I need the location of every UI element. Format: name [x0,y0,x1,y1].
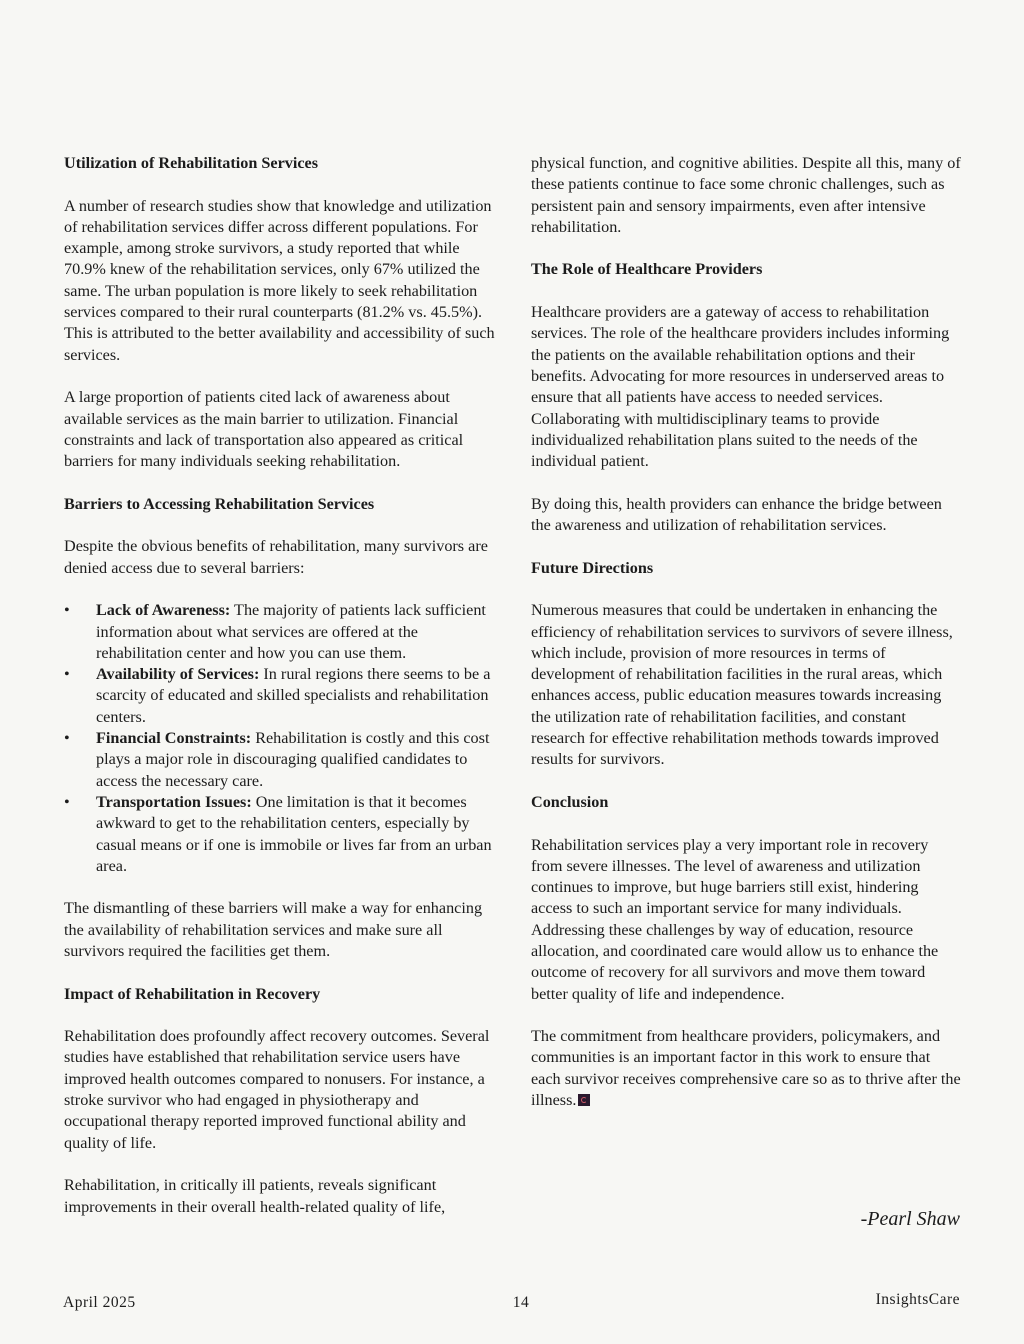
paragraph-text: The commitment from healthcare providers, policymakers, and communities is an important factor in this work to ensure that each survivor receives comprehensive care so as to thrive after the illness. [531,1027,961,1110]
list-item-title: Transportation Issues: [96,792,252,811]
paragraph: Rehabilitation, in critically ill patients, reveals significant improvements in their overall health-related quality of life, [64,1176,446,1216]
list-item-text: One limitation is that it becomes awkward to get to the rehabilitation centers, especially by casual means or if one is immobile or lives far from an urban area. [96,792,492,875]
section-heading-conclusion: Conclusion [531,792,609,811]
paragraph: By doing this, health providers can enhance the bridge between the awareness and utilization of rehabilitation services. [531,494,942,535]
footer-brand: InsightsCare [875,1291,960,1308]
section-heading-impact: Impact of Rehabilitation in Recovery [64,984,321,1003]
bullet-icon: • [64,792,70,811]
paragraph: The dismantling of these barriers will make a way for enhancing the availability of rehabilitation services and make sure all survivors required the facilities get them. [64,899,483,960]
list-item [64,792,496,877]
list-item-title: Availability of Services: [96,665,260,684]
list-item [64,600,496,664]
section-heading-barriers: Barriers to Accessing Rehabilitation Services [64,494,375,513]
list-item [64,728,496,792]
list-item-text: In rural regions there seems to be a scarcity of educated and skilled specialists and rehabilitation centers. [96,665,491,726]
paragraph: A number of research studies show that knowledge and utilization of rehabilitation services differ across different populations. For example, among stroke survivors, a study reported that while 70.9% knew of the rehabilitation services, only 67% utilized the same. The urban population is more likely to seek rehabilitation services compared to their rural counterparts (81.2% vs. 45.5%). This is attributed to the better availability and accessibility of such services. [64,196,495,364]
page-number: 14 [512,1294,530,1311]
right-column [531,153,963,1133]
section-heading-utilization: Utilization of Rehabilitation Services [64,154,319,172]
list-item-title: Lack of Awareness: [96,601,231,620]
left-column [64,153,496,1239]
paragraph: A large proportion of patients cited lack of awareness about available services as the main barrier to utilization. Financial constraints and lack of transportation also appeared as critical barriers for many individuals seeking rehabilitation. [64,388,464,471]
barriers-list [64,600,496,877]
paragraph-continued: physical function, and cognitive abilities. Despite all this, many of these patients continue to face some chronic challenges, such as persistent pain and sensory impairments, even after intensive rehabilitation. [531,154,961,236]
bullet-icon: • [64,601,70,620]
list-item-text: The majority of patients lack sufficient information about what services are offered at the rehabilitation center and how you can use them. [96,601,486,662]
end-of-article-icon [578,1094,590,1106]
paragraph: Despite the obvious benefits of rehabilitation, many survivors are denied access due to several barriers: [64,537,488,577]
bullet-icon: • [64,729,70,748]
paragraph: Healthcare providers are a gateway of access to rehabilitation services. The role of the healthcare providers includes informing the patients on the available rehabilitation options and their benefits. Advocating for more resources in underserved areas to ensure that all patients have access to needed services. Collaborating with multidisciplinary teams to provide individualized rehabilitation plans suited to the needs of the individual patient. [531,303,950,471]
paragraph: Rehabilitation does profoundly affect recovery outcomes. Several studies have established that rehabilitation service users have improved health outcomes compared to nonusers. For instance, a stroke survivor who had engaged in physiotherapy and occupational therapy reported improved functional ability and quality of life. [64,1027,490,1152]
footer-date: April 2025 [63,1294,136,1311]
paragraph: Numerous measures that could be undertaken in enhancing the efficiency of rehabilitation services to survivors of severe illness, which include, provision of more resources in terms of development of rehabilitation facilities in the rural areas, which enhances access, public education measures towards increasing the utilization rate of rehabilitation facilities, and constant research for effective rehabilitation methods towards improved results for survivors. [531,601,953,769]
list-item-text: Rehabilitation is costly and this cost plays a major role in discouraging qualified candidates to access the necessary care. [96,729,490,790]
bullet-icon: • [64,665,70,684]
paragraph: Rehabilitation services play a very important role in recovery from severe illnesses. The level of awareness and utilization continues to improve, but huge barriers still exist, hindering access to such an important service for many individuals. Addressing these challenges by way of education, resource allocation, and coordinated care would allow us to enhance the outcome of recovery for all survivors and move them toward better quality of life and independence. [531,835,939,1003]
paragraph-final [531,1026,963,1111]
author-signature: -Pearl Shaw [860,1208,960,1230]
section-heading-future-directions: Future Directions [531,558,654,577]
list-item-title: Financial Constraints: [96,729,252,748]
list-item [64,664,496,728]
section-heading-healthcare-providers: The Role of Healthcare Providers [531,260,763,279]
